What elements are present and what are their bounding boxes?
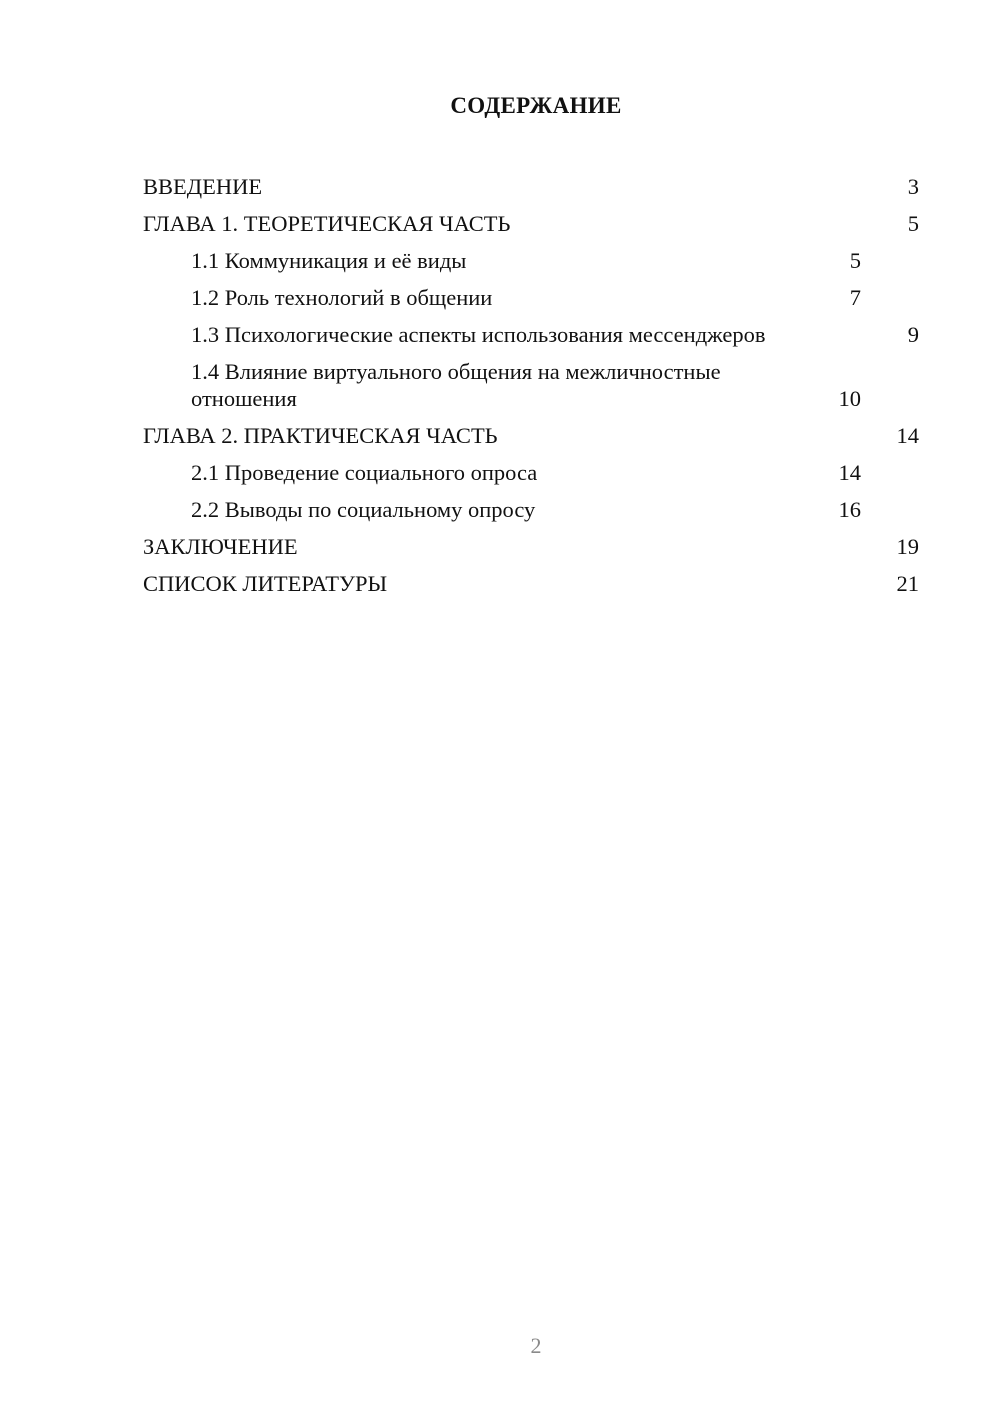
toc-entry-label: ГЛАВА 1. ТЕОРЕТИЧЕСКАЯ ЧАСТЬ [143,211,511,236]
toc-entry-label: ГЛАВА 2. ПРАКТИЧЕСКАЯ ЧАСТЬ [143,423,498,448]
toc-entry-page: 19 [896,534,919,559]
toc-entry-page: 9 [907,322,919,347]
toc-entry-references[interactable] [143,565,919,602]
toc-entry-page: 7 [849,285,861,310]
page-title: СОДЕРЖАНИЕ [450,93,622,118]
toc-entry-section-1-2[interactable] [143,279,919,316]
toc-entry-chapter-1[interactable] [143,205,919,242]
toc-entry-section-1-3[interactable] [143,316,919,353]
toc-entry-page: 10 [838,386,861,411]
toc-entry-section-2-2[interactable] [143,491,919,528]
toc-entry-label: ВВЕДЕНИЕ [143,174,263,199]
toc-entry-label: 2.1 Проведение социального опроса [191,460,538,485]
toc-entry-label: СПИСОК ЛИТЕРАТУРЫ [143,571,388,596]
toc-entry-label: 1.3 Психологические аспекты использования мессенджеров [191,322,766,347]
toc-entry-introduction[interactable] [143,168,919,205]
toc-entry-label: 1.1 Коммуникация и её виды [191,248,467,273]
toc-entry-label: ЗАКЛЮЧЕНИЕ [143,534,298,559]
toc-entry-label: 2.2 Выводы по социальному опросу [191,497,536,522]
toc-entry-page: 14 [838,460,861,485]
page-number: 2 [530,1333,542,1358]
toc-entry-chapter-2[interactable] [143,417,919,454]
toc-entry-conclusion[interactable] [143,528,919,565]
toc-entry-label: 1.2 Роль технологий в общении [191,285,493,310]
toc-entry-label: 1.4 Влияние виртуального общения на межличностные отношения [191,359,721,411]
toc-entry-section-1-4[interactable] [143,353,919,417]
table-of-contents [143,168,919,602]
toc-entry-page: 3 [907,174,919,199]
toc-entry-section-1-1[interactable] [143,242,919,279]
toc-entry-page: 14 [896,423,919,448]
toc-entry-page: 5 [907,211,919,236]
toc-entry-page: 5 [849,248,861,273]
toc-entry-page: 21 [896,571,919,596]
toc-entry-section-2-1[interactable] [143,454,919,491]
toc-entry-page: 16 [838,497,861,522]
